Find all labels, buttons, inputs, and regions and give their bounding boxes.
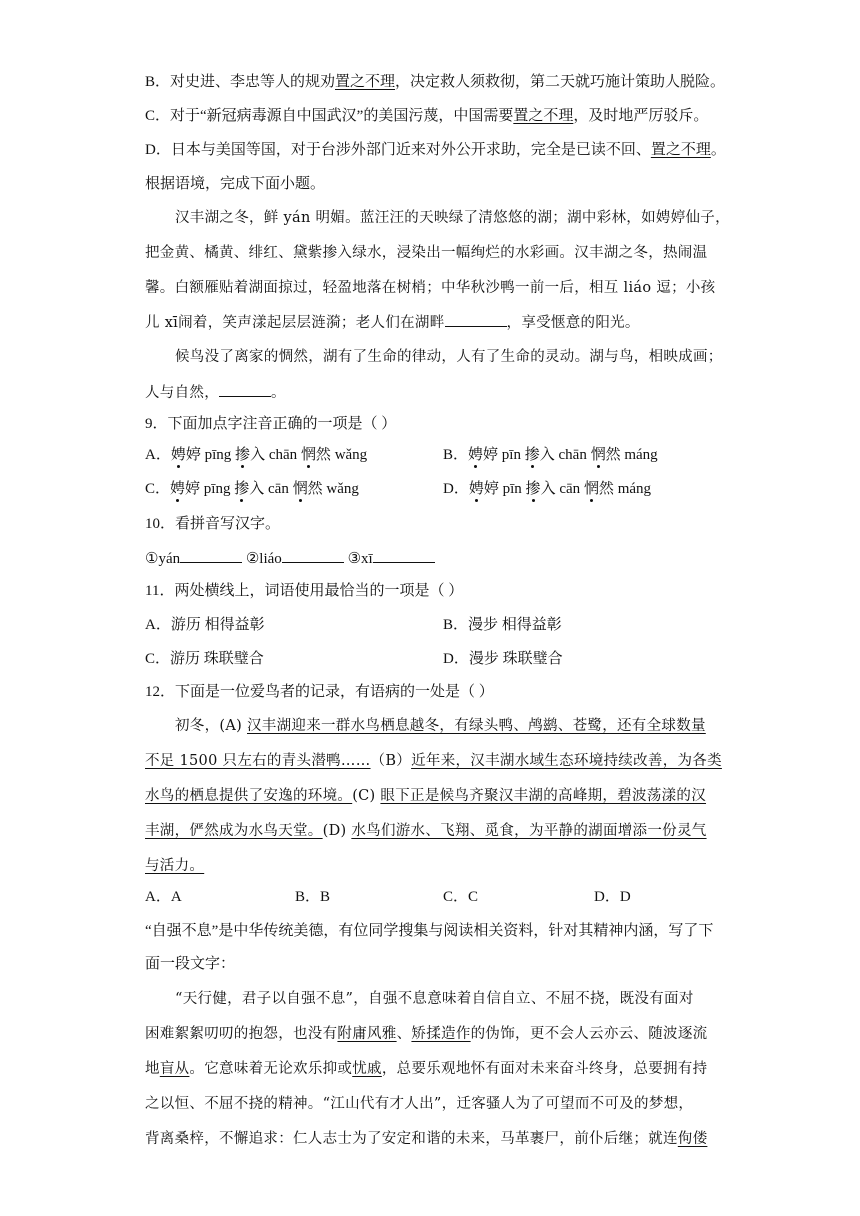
- q12-option-c[interactable]: C．C: [443, 889, 479, 905]
- passage-line: 儿 xī闹着，笑声漾起层层涟漪；老人们在湖畔 ，享受惬意的阳光。: [145, 312, 725, 333]
- underlined-phrase: 置之不理: [513, 108, 574, 124]
- q10-stem: 10．看拼音写汉字。: [145, 516, 281, 532]
- q8-option-c: C．对于“新冠病毒源自中国武汉”的美国污蔑，中国需要置之不理，及时地严厉驳斥。: [145, 108, 709, 124]
- passage-line: 馨。白额雁贴着湖面掠过，轻盈地落在树梢；中华秋沙鸭一前一后，相互 liáo 逗；小孩: [145, 280, 716, 296]
- q11-option-d[interactable]: D．漫步 珠联璧合: [443, 651, 563, 667]
- q8-option-d: D．日本与美国等国，对于台涉外部门近来对外公开求助，完全是已读不回、置之不理。: [145, 142, 726, 158]
- underlined-phrase: 置之不理: [335, 74, 396, 90]
- passage-line: 候鸟没了离家的惆然，湖有了生命的律动，人有了生命的灵动。湖与鸟，相映成画；: [175, 349, 723, 365]
- q10-items: ①yán ②liáo ③xī: [145, 548, 725, 569]
- passage-line: 人与自然， 。: [145, 382, 725, 403]
- record-line: 丰湖，俨然成为水鸟天堂。(D) 水鸟们游水、飞翔、觅食，为平静的湖面增添一份灵气: [145, 823, 707, 839]
- answer-blank[interactable]: [373, 548, 435, 563]
- passage-line: 汉丰湖之冬，鲜 yán 明媚。蓝汪汪的天映绿了清悠悠的湖；湖中彩林，如娉婷仙子，: [175, 210, 730, 226]
- q12-option-d[interactable]: D．D: [594, 889, 631, 905]
- q11-option-a[interactable]: A．游历 相得益彰: [145, 617, 265, 633]
- q13-intro: “自强不息”是中华传统美德，有位同学搜集与阅读相关资料，针对其精神内涵，写了下: [145, 923, 714, 939]
- q9-option-b[interactable]: B．娉婷 pīn 掺入 chān 惘然 máng: [443, 447, 658, 463]
- record-line: 与活力。: [145, 858, 205, 874]
- essay-line: “天行健，君子以自强不息”，自强不息意味着自信自立、不屈不挠，既没有面对: [175, 991, 694, 1007]
- q12-option-a[interactable]: A．A: [145, 889, 182, 905]
- answer-blank[interactable]: [180, 548, 242, 563]
- essay-line: 之以恒、不屈不挠的精神。“江山代有才人出”，迁客骚人为了可望而不可及的梦想，: [145, 1096, 694, 1112]
- q11-option-b[interactable]: B．漫步 相得益彰: [443, 617, 562, 633]
- record-line: 不足 1500 只左右的青头潜鸭……（B）近年来，汉丰湖水域生态环境持续改善，为各类: [145, 753, 722, 769]
- essay-line: 背离桑梓，不懈追求：仁人志士为了安定和谐的未来，马革裹尸，前仆后继；就连佝偻: [145, 1131, 708, 1147]
- q8-option-b: B．对史进、李忠等人的规劝置之不理，决定救人须救彻，第二天就巧施计策助人脱险。: [145, 74, 726, 90]
- essay-line: 困难絮絮叨叨的抱怨，也没有附庸风雅、矫揉造作的伪饰，更不会人云亦云、随波逐流: [145, 1026, 708, 1042]
- section-intro: 根据语境，完成下面小题。: [145, 176, 326, 192]
- q12-option-b[interactable]: B．B: [295, 889, 331, 905]
- q9-option-d[interactable]: D．娉婷 pīn 掺入 cān 惘然 máng: [443, 481, 652, 497]
- q11-stem: 11．两处横线上，词语使用最恰当的一项是（ ）: [145, 583, 464, 599]
- underlined-phrase: 置之不理: [650, 142, 711, 158]
- passage-line: 把金黄、橘黄、绯红、黛紫掺入绿水，浸染出一幅绚烂的水彩画。汉丰湖之冬，热闹温: [145, 245, 708, 261]
- record-line: 水鸟的栖息提供了安逸的环境。(C) 眼下正是候鸟齐聚汉丰湖的高峰期，碧波荡漾的汉: [145, 788, 707, 804]
- answer-blank[interactable]: [282, 548, 344, 563]
- q9-stem: 9．下面加点字注音正确的一项是（ ）: [145, 416, 397, 432]
- q12-stem: 12．下面是一位爱鸟者的记录，有语病的一处是（ ）: [145, 684, 494, 700]
- q13-intro: 面一段文字：: [145, 956, 236, 972]
- q9-option-c[interactable]: C．娉婷 pīng 掺入 cān 惘然 wǎng: [145, 481, 359, 497]
- answer-blank[interactable]: [445, 312, 507, 327]
- essay-line: 地盲从。它意味着无论欢乐抑或忧戚，总要乐观地怀有面对未来奋斗终身，总要拥有持: [145, 1061, 708, 1077]
- record-line: 初冬，(A) 汉丰湖迎来一群水鸟栖息越冬，有绿头鸭、鸬鹚、苍鹭，还有全球数量: [175, 718, 706, 734]
- answer-blank[interactable]: [219, 382, 271, 397]
- q11-option-c[interactable]: C．游历 珠联璧合: [145, 651, 264, 667]
- q9-option-a[interactable]: A．娉婷 pīng 掺入 chān 惘然 wǎng: [145, 447, 368, 463]
